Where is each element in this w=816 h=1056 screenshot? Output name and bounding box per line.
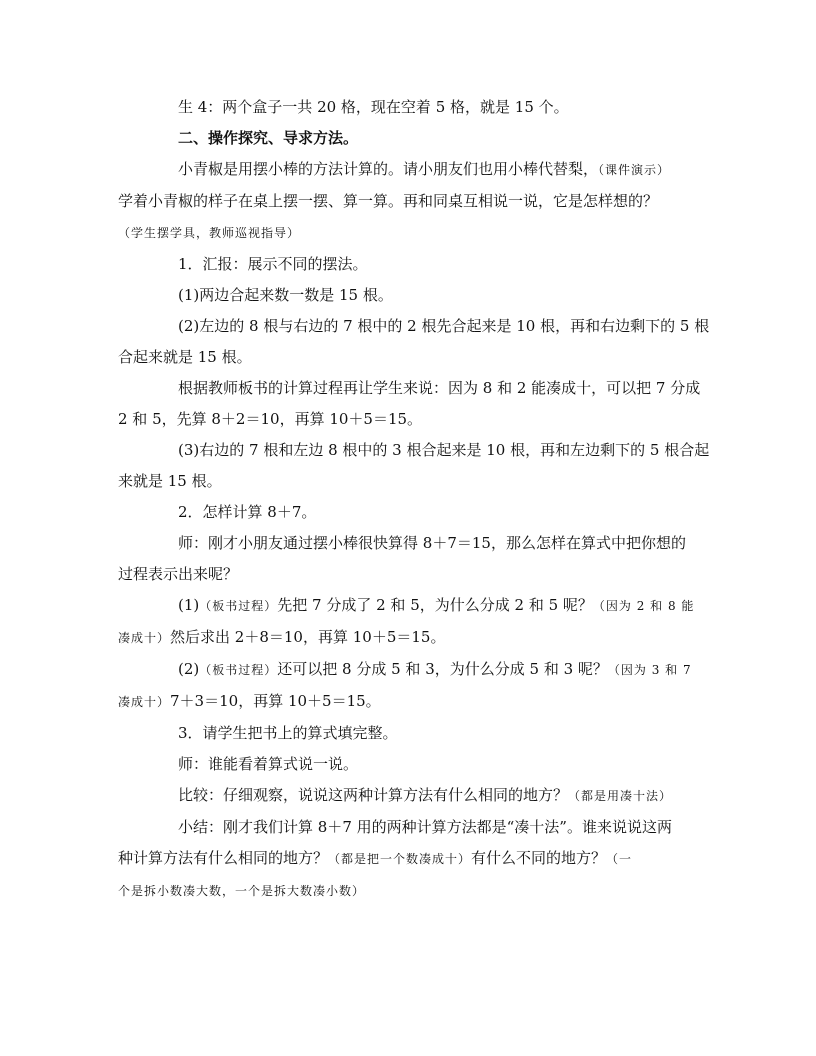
text-segment: (1) (178, 596, 200, 614)
text-line (118, 92, 698, 123)
text-line (118, 812, 698, 843)
text-segment: 种计算方法有什么相同的地方？ (118, 849, 329, 867)
text-line (118, 342, 698, 373)
text-segment: 小结：刚才我们计算 8＋7 用的两种计算方法都是“凑十法”。谁来说说这两 (178, 818, 672, 836)
text-line (118, 280, 698, 311)
text-segment: (2) (178, 660, 200, 678)
annotation-note: 凑成十） (118, 631, 171, 645)
text-line (118, 123, 698, 154)
annotation-note: （因为 3 和 7 (607, 663, 692, 677)
text-segment: 师：谁能看着算式说一说。 (178, 755, 359, 773)
text-line (118, 780, 698, 812)
text-line (118, 875, 698, 907)
text-segment: 2．怎样计算 8＋7。 (178, 503, 317, 521)
text-line (118, 373, 701, 404)
text-segment: (1)两边合起来数一数是 15 根。 (178, 286, 393, 304)
text-segment: 二、操作探究、导求方法。 (178, 129, 359, 147)
annotation-note: （课件演示） (598, 163, 671, 177)
text-line (118, 497, 698, 528)
text-segment: 比较：仔细观察，说说这两种计算方法有什么相同的地方？ (178, 786, 569, 804)
annotation-note: （学生摆学具，教师巡视指导） (118, 226, 301, 240)
text-line (118, 217, 698, 249)
text-line (118, 654, 698, 686)
text-segment: 还可以把 8 分成 5 和 3，为什么分成 5 和 3 呢？ (277, 660, 608, 678)
text-line (118, 466, 698, 497)
annotation-note: （一 (606, 852, 633, 866)
text-segment: 2 和 5，先算 8＋2＝10，再算 10＋5＝15。 (118, 410, 423, 428)
text-line (118, 249, 698, 280)
annotation-note: （都是把一个数凑成十） (328, 852, 472, 866)
text-segment: 3．请学生把书上的算式填完整。 (178, 724, 398, 742)
text-line (118, 404, 698, 435)
lesson-text (118, 92, 710, 907)
text-segment: 然后求出 2＋8＝10，再算 10＋5＝15。 (170, 628, 446, 646)
text-segment: (3)右边的 7 根和左边 8 根中的 3 根合起来是 10 根，再和左边剩下的 5 根合起 (178, 441, 710, 459)
text-segment: 根据教师板书的计算过程再让学生来说：因为 8 和 2 能凑成十，可以把 7 分成 (178, 379, 701, 397)
text-segment: 合起来就是 15 根。 (118, 348, 252, 366)
annotation-note: 凑成十） (118, 695, 171, 709)
text-segment: 先把 7 分成了 2 和 5，为什么分成 2 和 5 呢？ (277, 596, 593, 614)
annotation-note: （板书过程） (199, 663, 278, 677)
text-segment: 有什么不同的地方？ (471, 849, 607, 867)
annotation-note: （都是用凑十法） (568, 789, 673, 803)
text-line (118, 528, 698, 559)
text-segment: 1．汇报：展示不同的摆法。 (178, 255, 368, 273)
text-line (118, 686, 698, 718)
text-segment: 师：刚才小朋友通过摆小棒很快算得 8＋7＝15，那么怎样在算式中把你想的 (178, 534, 686, 552)
annotation-note: 个是拆小数凑大数，一个是拆大数凑小数） (118, 884, 366, 898)
annotation-note: （板书过程） (199, 599, 278, 613)
annotation-note: （因为 2 和 8 能 (592, 599, 695, 613)
text-segment: 7＋3＝10，再算 10＋5＝15。 (170, 692, 381, 710)
text-line (118, 622, 698, 654)
text-line (118, 843, 698, 875)
text-line (118, 590, 698, 622)
text-line (118, 559, 698, 590)
text-segment: 过程表示出来呢？ (118, 565, 239, 583)
text-segment: 来就是 15 根。 (118, 472, 222, 490)
text-segment: 生 4：两个盒子一共 20 格，现在空着 5 格，就是 15 个。 (178, 98, 569, 116)
text-segment: 小青椒是用摆小棒的方法计算的。请小朋友们也用小棒代替梨， (178, 160, 599, 178)
text-line (118, 311, 710, 342)
text-line (118, 749, 698, 780)
text-segment: 学着小青椒的样子在桌上摆一摆、算一算。再和同桌互相说一说，它是怎样想的？ (118, 192, 659, 210)
text-segment: (2)左边的 8 根与右边的 7 根中的 2 根先合起来是 10 根，再和右边剩下的 5 根 (178, 317, 710, 335)
text-line (118, 435, 710, 466)
text-line (118, 718, 698, 749)
text-line (118, 154, 698, 186)
text-line (118, 186, 698, 217)
